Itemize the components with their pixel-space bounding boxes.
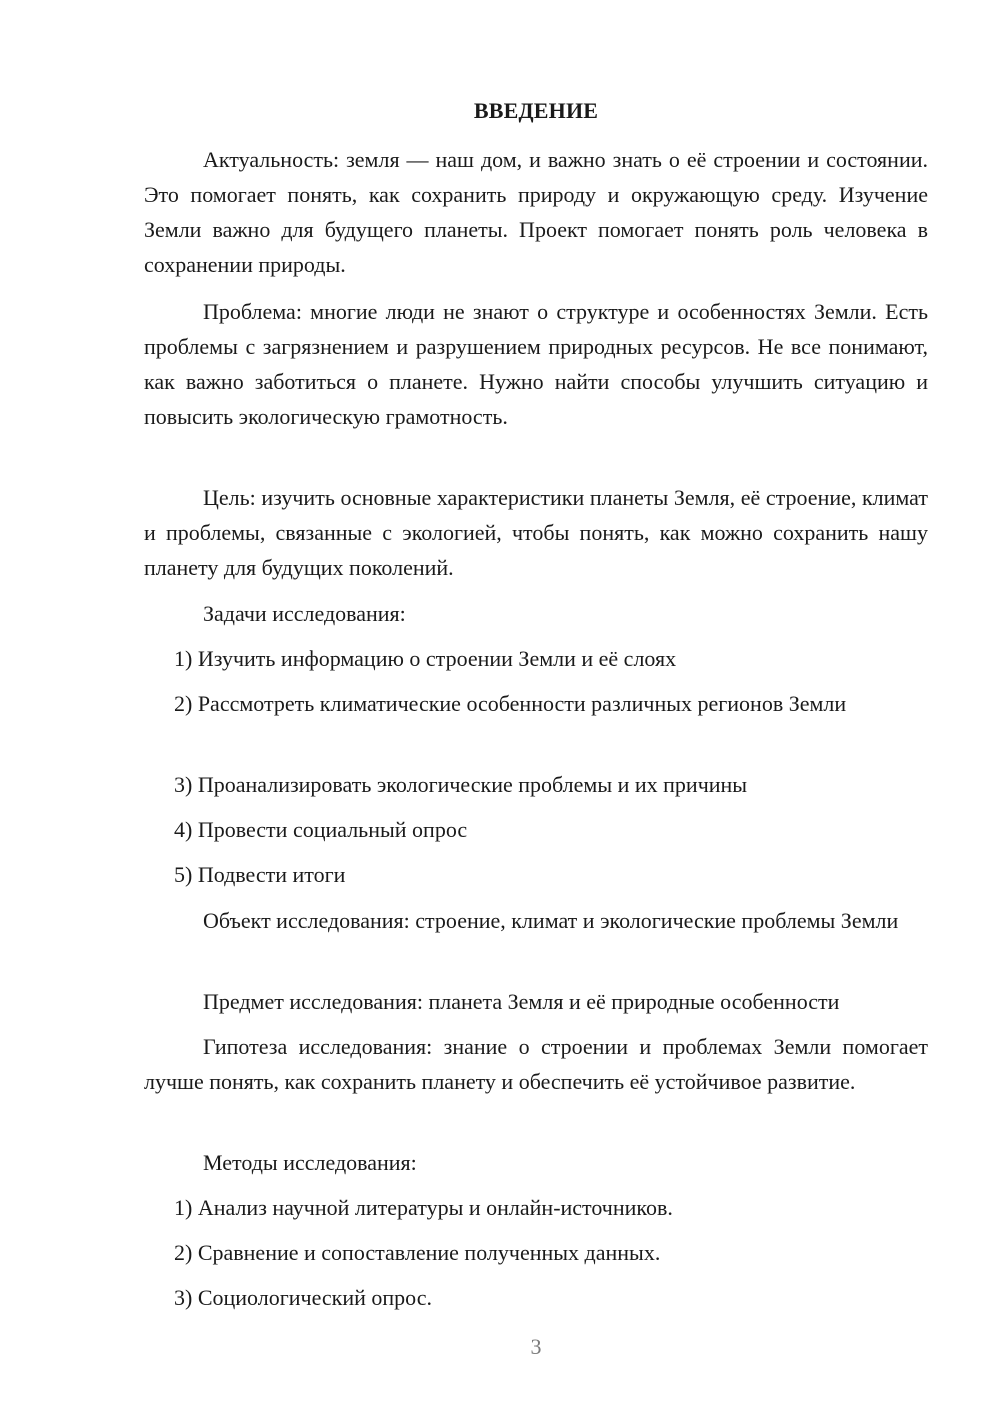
methods-heading: Методы исследования: <box>203 1150 417 1175</box>
method-item-3: 3) Социологический опрос. <box>174 1285 432 1310</box>
object-paragraph: Объект исследования: строение, климат и экологические проблемы Земли <box>203 908 899 933</box>
subject-paragraph: Предмет исследования: планета Земля и её природные особенности <box>203 989 840 1014</box>
goal-paragraph: Цель: изучить основные характеристики планеты Земля, её строение, климат и проблемы, связанные с экологией, чтобы понять, как можно сохранить нашу планету для будущих поколений. <box>144 485 928 580</box>
method-item-1: 1) Анализ научной литературы и онлайн-источников. <box>174 1195 673 1220</box>
relevance-paragraph: Актуальность: земля — наш дом, и важно знать о её строении и состоянии. Это помогает понять, как сохранить природу и окружающую среду. Изучение Земли важно для будущего планеты. Проект помогает понять роль человека в сохранении природы. <box>144 147 928 277</box>
document-page <box>144 0 928 1414</box>
hypothesis-paragraph: Гипотеза исследования: знание о строении и проблемах Земли помогает лучше понять, как сохранить планету и обеспечить её устойчивое развитие. <box>144 1034 928 1094</box>
task-item-5: 5) Подвести итоги <box>174 862 346 887</box>
task-item-2: 2) Рассмотреть климатические особенности различных регионов Земли <box>174 691 847 716</box>
task-item-3: 3) Проанализировать экологические проблемы и их причины <box>174 772 748 797</box>
page-number: 3 <box>530 1334 542 1359</box>
method-item-2: 2) Сравнение и сопоставление полученных данных. <box>174 1240 661 1265</box>
tasks-heading: Задачи исследования: <box>203 601 406 626</box>
section-title: ВВЕДЕНИЕ <box>473 98 599 123</box>
task-item-1: 1) Изучить информацию о строении Земли и её слоях <box>174 646 677 671</box>
task-item-4: 4) Провести социальный опрос <box>174 817 468 842</box>
problem-paragraph: Проблема: многие люди не знают о структуре и особенностях Земли. Есть проблемы с загрязнением и разрушением природных ресурсов. Не все понимают, как важно заботиться о планете. Нужно найти способы улучшить ситуацию и повысить экологическую грамотность. <box>144 299 928 429</box>
